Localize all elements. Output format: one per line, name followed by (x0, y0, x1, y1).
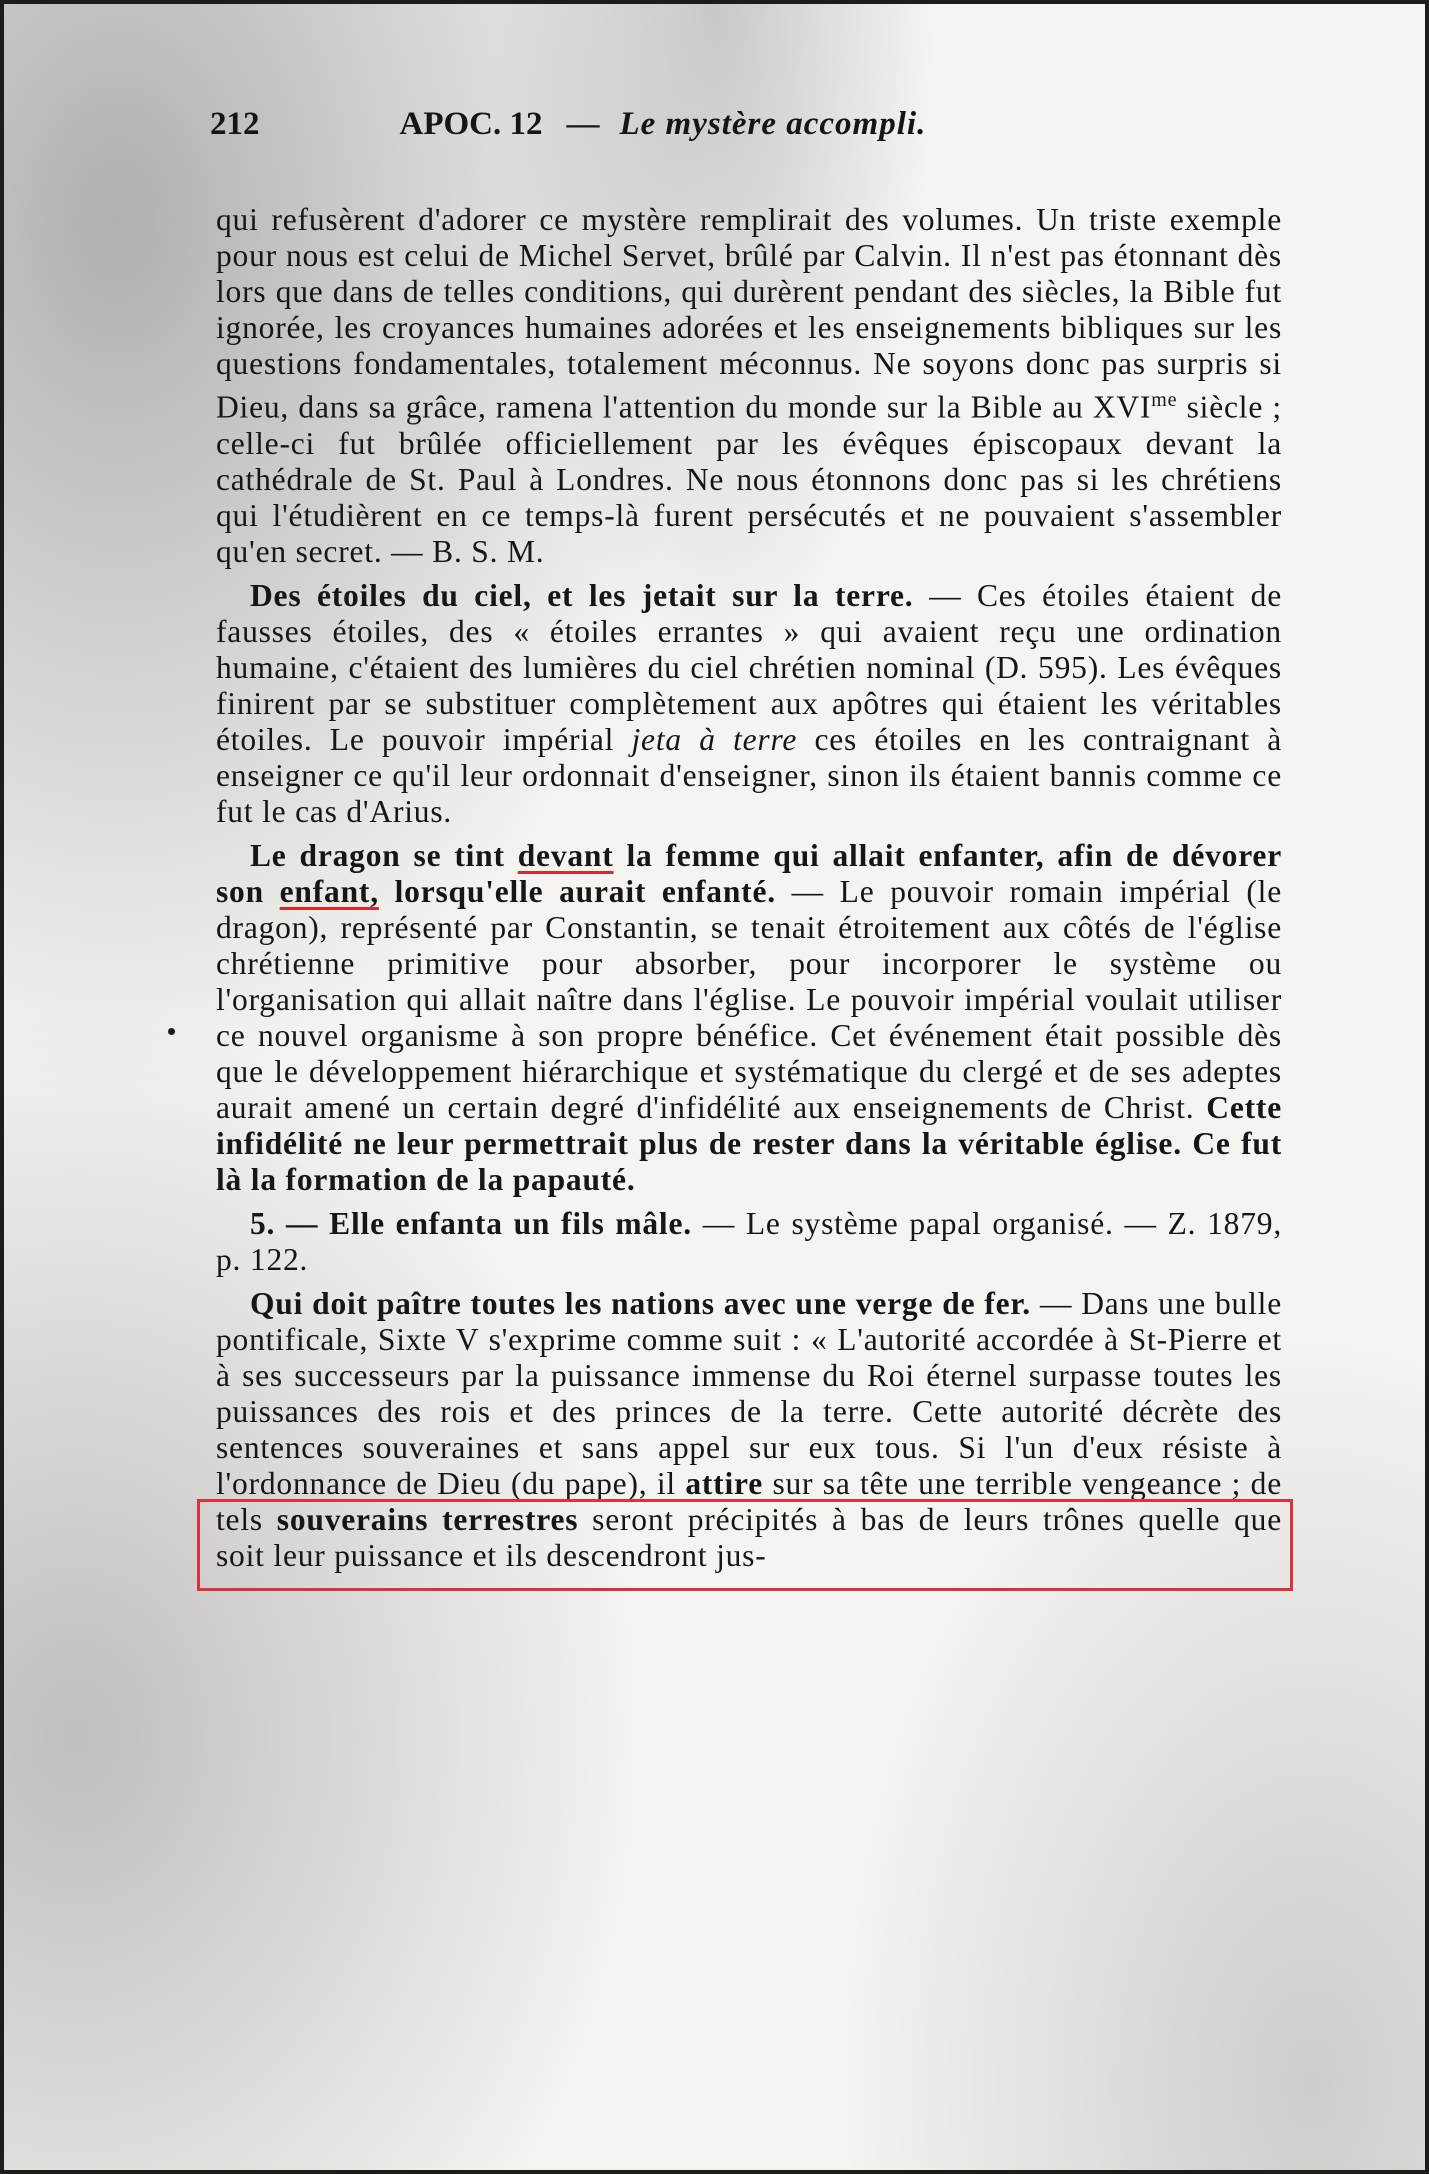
page-number: 212 (210, 106, 260, 142)
verse-heading: Le dragon se tint devant la femme qui allait enfanter, afin de dévorer son enfant, lorsqu'elle aurait enfanté. (216, 837, 1282, 909)
running-header (210, 106, 1285, 143)
paragraph-etoiles: Des étoiles du ciel, et les jetait sur la terre. — Ces étoiles étaient de fausses étoiles, des « étoiles errantes » qui avaient reçu une ordination humaine, c'étaient des lumières du ciel chrétien nominal (D. 595). Les évêques finirent par se substituer complètement aux apôtres qui étaient les véritables étoiles. Le pouvoir impérial jeta à terre ces étoiles en les contraignant à enseigner ce qu'il leur ordonnait d'enseigner, sinon ils étaient bannis comme ce fut le cas d'Arius. (216, 577, 1283, 829)
running-title: Le mystère accompli. (619, 106, 927, 142)
verse-heading: Qui doit paître toutes les nations avec une verge de fer. (250, 1285, 1031, 1321)
paragraph-servet: qui refusèrent d'adorer ce mystère remplirait des volumes. Un triste exemple pour nous est celui de Michel Servet, brûlé par Calvin. Il n'est pas étonnant dès lors que dans de telles conditions, qui durèrent pendant des siècles, la Bible fut ignorée, les croyances humaines adorées et les enseignements bibliques sur les questions fondamentales, totalement méconnus. Ne soyons donc pas surpris si Dieu, dans sa grâce, ramena l'attention du monde sur la Bible au $XVI^{me}$ siècle ; celle-ci fut brûlée officiellement par les évêques épiscopaux devant la cathédrale de St. Paul à Londres. Ne nous étonnons donc pas si les chrétiens qui l'étudièrent en ce temps-là furent persécutés et ne pouvaient s'assembler qu'en secret. — B. S. M. (216, 202, 1282, 569)
header-separator: — (566, 106, 600, 142)
underlined-word: enfant, (279, 873, 379, 909)
paragraph-verge-de-fer: Qui doit paître toutes les nations avec une verge de fer. — Dans une bulle pontificale, Sixte V s'exprime comme suit : « L'autorité accordée à St-Pierre et à ses successeurs par la puissance immense du Roi éternel surpasse toutes les puissances des rois et des princes de la terre. Cette autorité décrète des sentences souveraines et sans appel sur eux tous. Si l'un d'eux résiste à l'ordonnance de Dieu (du pape), il attire sur sa tête une terrible vengeance ; de tels souverains terrestres seront précipités à bas de leurs trônes quelle que soit leur puissance et ils descendront jus- (216, 1285, 1282, 1573)
underlined-word: devant (517, 837, 614, 873)
italic-phrase: jeta à terre (631, 721, 798, 757)
chapter-reference: APOC. 12 (399, 106, 543, 142)
paragraph-fils-male: 5. — Elle enfanta un fils mâle. — Le système papal organisé. — Z. 1879, p. 122. (216, 1205, 1282, 1277)
verse-heading: 5. — Elle enfanta un fils mâle. (250, 1205, 692, 1241)
superscript-me: me (1151, 389, 1178, 411)
verse-heading: Des étoiles du ciel, et les jetait sur la terre. (250, 577, 914, 613)
page-body (216, 202, 1282, 1574)
paragraph-dragon: Le dragon se tint devant la femme qui allait enfanter, afin de dévorer son enfant, lorsqu'elle aurait enfanté. — Le pouvoir romain impérial (le dragon), représenté par Constantin, se tenait étroitement aux côtés de l'église chrétienne primitive pour absorber, pour incorporer le système ou l'organisation qui allait naître dans l'église. Le pouvoir impérial voulait utiliser ce nouvel organisme à son propre bénéfice. Cet événement était possible dès que le développement hiérarchique et systématique du clergé et de ses adeptes aurait amené un certain degré d'infidélité aux enseignements de Christ. Cette infidélité ne leur permettrait plus de rester dans la véritable église. Ce fut là la formation de la papauté. (216, 837, 1282, 1197)
highlight-box (197, 1499, 1293, 1591)
margin-mark (168, 1028, 175, 1035)
